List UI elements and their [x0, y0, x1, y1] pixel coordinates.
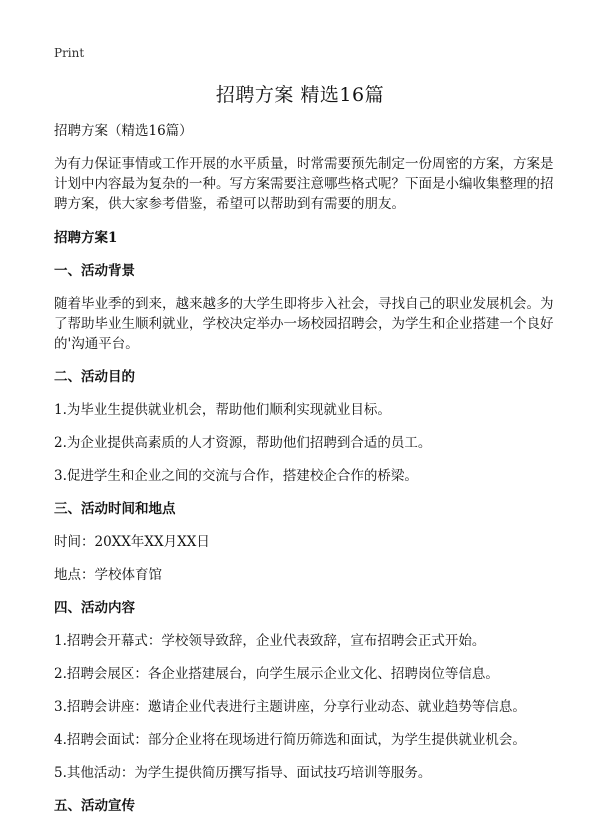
document-subtitle: 招聘方案（精选16篇）: [54, 123, 193, 139]
content-item: 1.招聘会开幕式：学校领导致辞，企业代表致辞，宣布招聘会正式开始。: [54, 633, 486, 649]
section-heading-time-place: 三、活动时间和地点: [54, 501, 176, 517]
purpose-item: 1.为毕业生提供就业机会，帮助他们顺利实现就业目标。: [54, 402, 391, 418]
content-item: 2.招聘会展区：各企业搭建展台，向学生展示企业文化、招聘岗位等信息。: [54, 666, 499, 682]
section-heading-background: 一、活动背景: [54, 263, 135, 279]
document-body: [54, 121, 554, 829]
content-item: 5.其他活动：为学生提供简历撰写指导、面试技巧培训等服务。: [54, 765, 432, 781]
purpose-item: 3.促进学生和企业之间的交流与合作，搭建校企合作的桥梁。: [54, 468, 418, 484]
background-paragraph: 随着毕业季的到来，越来越多的大学生即将步入社会，寻找自己的职业发展机会。为了帮助毕业生顺利就业，学校决定举办一场校园招聘会，为学生和企业搭建一个良好的'沟通平台。: [54, 296, 554, 352]
section-heading-purpose: 二、活动目的: [54, 369, 135, 385]
page-title: 招聘方案 精选16篇: [215, 84, 385, 106]
part-heading: 招聘方案1: [54, 230, 118, 246]
section-heading-content: 四、活动内容: [54, 600, 135, 616]
intro-paragraph: 为有力保证事情或工作开展的水平质量，时常需要预先制定一份周密的方案，方案是计划中内容最为复杂的一种。写方案需要注意哪些格式呢？下面是小编收集整理的招聘方案，供大家参考借鉴，希望可以帮助到有需要的朋友。: [54, 156, 554, 212]
content-item: 3.招聘会讲座：邀请企业代表进行主题讲座，分享行业动态、就业趋势等信息。: [54, 699, 526, 715]
print-link[interactable]: Print: [54, 46, 85, 60]
section-heading-promotion: 五、活动宣传: [54, 798, 135, 814]
event-time: 时间：20XX年XX月XX日: [54, 534, 210, 550]
content-item: 4.招聘会面试：部分企业将在现场进行简历筛选和面试，为学生提供就业机会。: [54, 732, 526, 748]
purpose-item: 2.为企业提供高素质的人才资源，帮助他们招聘到合适的员工。: [54, 435, 432, 451]
event-place: 地点：学校体育馆: [54, 567, 162, 583]
